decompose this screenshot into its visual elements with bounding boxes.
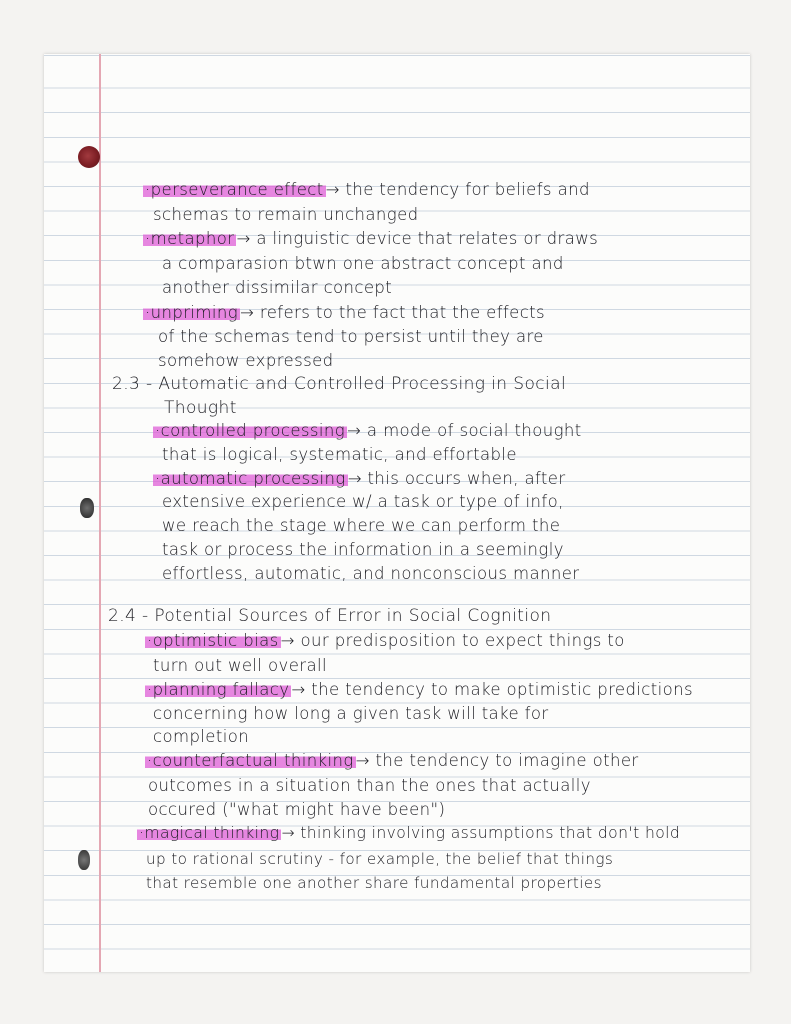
note-line: turn out well overall <box>153 656 327 675</box>
note-line: up to rational scrutiny - for example, the belief that things <box>146 850 614 868</box>
note-line: that is logical, systematic, and effortable <box>162 445 517 464</box>
note-line: occured ("what might have been") <box>148 800 446 819</box>
highlighted-term: ·automatic processing <box>155 469 346 488</box>
note-line: outcomes in a situation than the ones that actually <box>148 776 591 795</box>
note-line: we reach the stage where we can perform the <box>162 516 561 535</box>
note-line: extensive experience w/ a task or type of info, <box>162 492 564 511</box>
note-line: a comparasion btwn one abstract concept and <box>162 254 564 273</box>
highlighted-term: ·unpriming <box>145 303 239 322</box>
note-line: another dissimilar concept <box>162 278 393 297</box>
highlighted-term: ·magical thinking <box>139 824 280 842</box>
note-line: ·planning fallacy → the tendency to make optimistic predictions <box>147 680 693 699</box>
margin-line <box>99 54 101 972</box>
note-line: completion <box>153 727 250 746</box>
note-line: ·unpriming → refers to the fact that the effects <box>145 303 546 322</box>
highlighted-term: ·optimistic bias <box>147 631 279 650</box>
section-heading-2-3: 2.3 - Automatic and Controlled Processing in Social <box>112 374 567 394</box>
highlighted-term: ·counterfactual thinking <box>147 751 354 770</box>
section-heading-2-4: 2.4 - Potential Sources of Error in Social Cognition <box>108 606 552 626</box>
highlighted-term: ·metaphor <box>145 229 235 248</box>
highlighted-term: ·perseverance effect <box>145 180 324 199</box>
note-line: that resemble one another share fundamental properties <box>146 874 602 892</box>
note-line: of the schemas tend to persist until they are <box>158 327 544 346</box>
note-line: schemas to remain unchanged <box>153 205 419 224</box>
note-line: ·optimistic bias → our predisposition to expect things to <box>147 631 625 650</box>
note-line: ·controlled processing → a mode of social thought <box>155 421 582 440</box>
note-line: somehow expressed <box>158 351 334 370</box>
note-line: task or process the information in a seemingly <box>162 540 564 559</box>
section-heading-2-3-cont: Thought <box>164 398 237 418</box>
note-line: ·metaphor → a linguistic device that relates or draws <box>145 229 599 248</box>
binder-hole-bottom <box>78 850 90 870</box>
highlighted-term: ·controlled processing <box>155 421 346 440</box>
highlighted-term: ·planning fallacy <box>147 680 290 699</box>
note-line: effortless, automatic, and nonconscious manner <box>162 564 580 583</box>
note-line: ·magical thinking → thinking involving assumptions that don't hold <box>139 824 681 842</box>
note-line: ·counterfactual thinking → the tendency to imagine other <box>147 751 639 770</box>
binder-hole-top <box>78 146 100 168</box>
binder-hole-middle <box>80 498 94 518</box>
note-line: ·automatic processing → this occurs when, after <box>155 469 566 488</box>
note-line: ·perseverance effect → the tendency for beliefs and <box>145 180 590 199</box>
note-line: concerning how long a given task will take for <box>153 704 549 723</box>
